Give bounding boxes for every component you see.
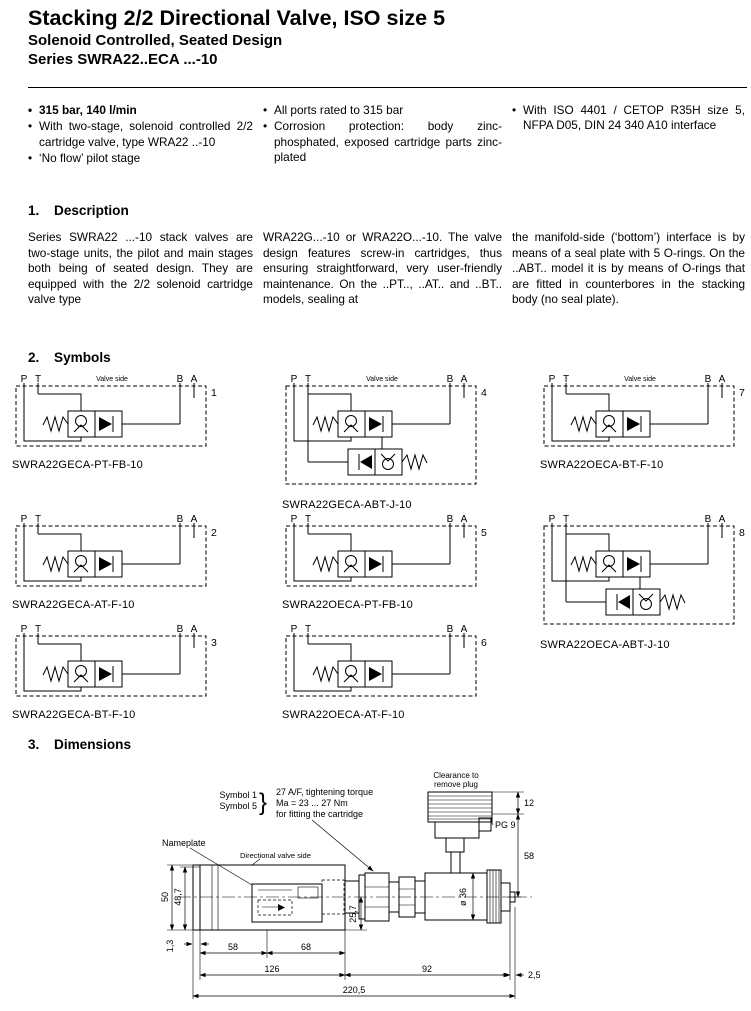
valve-schematic-5 — [282, 513, 494, 593]
port-p-label: P — [20, 624, 28, 635]
clearance-note-line2: remove plug — [433, 780, 479, 789]
dim-25-7: 25,7 — [348, 905, 358, 923]
connector-plug — [428, 792, 492, 873]
section-number: 3. — [28, 737, 40, 752]
dim-220-5: 220,5 — [342, 985, 366, 995]
port-t-label: T — [34, 624, 42, 635]
symbol-block-7 — [540, 373, 751, 471]
port-p-label: P — [548, 374, 556, 385]
symbol-number: 6 — [481, 637, 487, 649]
symbol-number: 4 — [481, 387, 487, 399]
port-p-label: P — [20, 514, 28, 525]
description-section — [28, 203, 747, 308]
port-b-label: B — [704, 514, 712, 525]
section-number: 1. — [28, 203, 40, 218]
feature-item: • With two-stage, solenoid controlled 2/2 cartridge valve, type WRA22 ..-10 — [28, 119, 253, 150]
feature-item: • ‘No flow’ pilot stage — [28, 151, 253, 166]
clearance-note-line1: Clearance to — [433, 771, 479, 780]
dimension-drawing — [160, 768, 700, 1006]
symbol-name: SWRA22GECA-AT-F-10 — [12, 599, 135, 611]
port-b-label: B — [176, 514, 184, 525]
features-col-1 — [28, 103, 253, 167]
port-p-label: P — [290, 514, 298, 525]
brace-glyph: } — [259, 789, 268, 816]
port-t-label: T — [34, 514, 42, 525]
port-a-label: A — [460, 624, 468, 635]
valve-schematic-6 — [282, 623, 494, 703]
torque-note-line1: 27 A/F, tightening torque — [276, 787, 374, 797]
description-col-1: Series SWRA22 ...-10 stack valves are two-stage units, the pilot and main stages both being of seated design. They are equipped with the 2/2 solenoid cartridge valve type — [28, 230, 253, 306]
port-b-label: B — [446, 374, 454, 385]
section-number: 2. — [28, 350, 40, 365]
port-a-label: A — [718, 514, 726, 525]
symbol-number: 7 — [739, 387, 745, 399]
symbol-number: 8 — [739, 527, 745, 539]
port-a-label: A — [460, 514, 468, 525]
port-b-label: B — [446, 514, 454, 525]
features-col-3 — [512, 103, 745, 167]
port-b-label: B — [176, 624, 184, 635]
header-divider — [28, 87, 747, 88]
page-subtitle: Solenoid Controlled, Seated Design — [28, 32, 283, 49]
valve-schematic-1 — [12, 373, 224, 453]
port-p-label: P — [20, 374, 28, 385]
pg9-label: PG 9 — [495, 820, 516, 830]
port-t-label: T — [304, 374, 312, 385]
symbol-block-1 — [12, 373, 224, 471]
port-a-label: A — [190, 374, 198, 385]
symbol-number: 2 — [211, 527, 217, 539]
symbol-block-6 — [282, 623, 494, 721]
valve-side-label: Valve side — [366, 376, 398, 383]
symbol-name: SWRA22GECA-BT-F-10 — [12, 709, 136, 721]
port-t-label: T — [562, 374, 570, 385]
valve-side-label: Valve side — [624, 376, 656, 383]
description-col-3: the manifold-side (‘bottom’) interface is by means of a seal plate with 5 O-rings. On the ..ABT.. model it is by means of O-rings that are fitted in counterbores in the stacking body (no seal plate). — [512, 230, 745, 306]
symbol-name: SWRA22OECA-BT-F-10 — [540, 459, 664, 471]
symbol-name: SWRA22OECA-PT-FB-10 — [282, 599, 413, 611]
port-t-label: T — [304, 624, 312, 635]
valve-schematic-8 — [540, 513, 751, 633]
dim-58-bottom: 58 — [227, 942, 239, 952]
page-series: Series SWRA22..ECA ...-10 — [28, 51, 218, 68]
dim-dia36: ø 36 — [458, 887, 468, 907]
feature-item: • 315 bar, 140 l/min — [28, 103, 253, 118]
port-a-label: A — [190, 514, 198, 525]
description-col-2: WRA22G...-10 or WRA22O...-10. The valve design features screw-in cartridges, thus ensuring straightforward, very user-friendly maintenance. On the ..PT.., ..AT.. and ..BT.. models, sealing at — [263, 230, 502, 306]
symbols-heading — [28, 350, 111, 365]
features-section — [28, 103, 747, 167]
symbol1-label: Symbol 1 — [219, 790, 257, 800]
symbol-block-8 — [540, 513, 751, 651]
valve-schematic-3 — [12, 623, 224, 703]
symbol-block-5 — [282, 513, 494, 611]
dimensions-heading — [28, 737, 131, 752]
symbols-grid — [12, 373, 751, 721]
port-b-label: B — [704, 374, 712, 385]
feature-item: • Corrosion protection: body zinc-phosphated, exposed cartridge parts zinc-plated — [263, 119, 502, 165]
port-p-label: P — [290, 624, 298, 635]
description-columns — [28, 230, 747, 308]
features-col-2 — [263, 103, 502, 167]
torque-note-line2: Ma = 23 ... 27 Nm — [276, 798, 348, 808]
dim-1-3: 1,3 — [165, 939, 175, 953]
cartridge-and-solenoid — [345, 870, 515, 923]
symbol-name: SWRA22OECA-AT-F-10 — [282, 709, 405, 721]
symbol-block-4 — [282, 373, 494, 511]
dim-2-5: 2,5 — [528, 970, 541, 980]
nameplate-label: Nameplate — [162, 838, 206, 848]
torque-note-line3: for fitting the cartridge — [276, 809, 364, 819]
section-title: Description — [54, 203, 129, 218]
port-p-label: P — [290, 374, 298, 385]
dim-68: 68 — [300, 942, 312, 952]
description-heading — [28, 203, 747, 218]
port-a-label: A — [718, 374, 726, 385]
valve-schematic-4 — [282, 373, 494, 493]
dim-58-right: 58 — [524, 851, 535, 861]
symbol-block-2 — [12, 513, 224, 611]
valve-schematic-7 — [540, 373, 751, 453]
port-t-label: T — [304, 514, 312, 525]
header — [28, 5, 445, 69]
port-t-label: T — [562, 514, 570, 525]
section-title: Dimensions — [54, 737, 132, 752]
symbol-number: 1 — [211, 387, 217, 399]
dim-126: 126 — [264, 964, 280, 974]
symbol-number: 3 — [211, 637, 217, 649]
valve-side-label: Valve side — [96, 376, 128, 383]
port-b-label: B — [446, 624, 454, 635]
symbol-block-3 — [12, 623, 224, 721]
symbol-name: SWRA22GECA-PT-FB-10 — [12, 459, 143, 471]
port-b-label: B — [176, 374, 184, 385]
port-a-label: A — [190, 624, 198, 635]
symbol-name: SWRA22OECA-ABT-J-10 — [540, 639, 670, 651]
valve-schematic-2 — [12, 513, 224, 593]
dim-48-7: 48,7 — [173, 888, 183, 906]
port-t-label: T — [34, 374, 42, 385]
symbol-number: 5 — [481, 527, 487, 539]
dim-50: 50 — [160, 891, 170, 903]
symbol5-label: Symbol 5 — [219, 801, 257, 811]
feature-item: • All ports rated to 315 bar — [263, 103, 502, 118]
port-a-label: A — [460, 374, 468, 385]
dim-12: 12 — [524, 798, 535, 808]
directional-valve-side-label: Directional valve side — [240, 851, 311, 860]
section-title: Symbols — [54, 350, 111, 365]
dim-92: 92 — [421, 964, 433, 974]
page-title: Stacking 2/2 Directional Valve, ISO size 5 — [28, 6, 446, 30]
port-p-label: P — [548, 514, 556, 525]
feature-item: • With ISO 4401 / CETOP R35H size 5, NFPA D05, DIN 24 340 A10 interface — [512, 103, 745, 134]
dimension-drawing-container — [160, 768, 700, 1011]
symbol-name: SWRA22GECA-ABT-J-10 — [282, 499, 412, 511]
